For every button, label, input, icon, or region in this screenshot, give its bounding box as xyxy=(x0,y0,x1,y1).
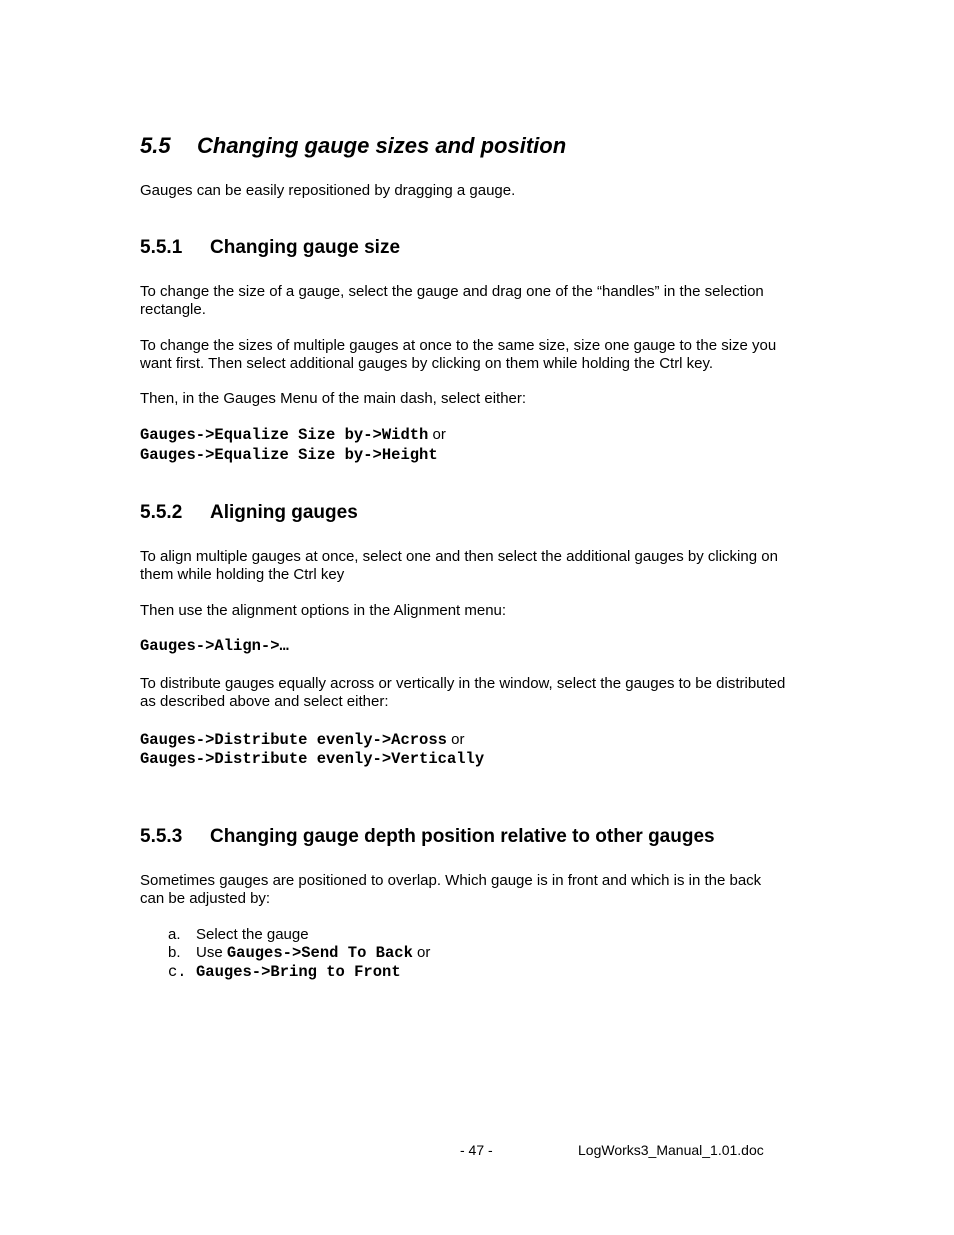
section-title: Aligning gauges xyxy=(210,502,358,523)
paragraph xyxy=(140,872,761,908)
section-number: 5.5.1 xyxy=(140,237,183,258)
menu-path-line xyxy=(140,446,438,464)
menu-path-line xyxy=(140,637,289,655)
paragraph-line: can be adjusted by: xyxy=(140,890,271,907)
section-title: Changing gauge depth position relative to other gauges xyxy=(210,826,715,847)
section-number: 5.5.2 xyxy=(140,502,183,523)
paragraph: Then use the alignment options in the Alignment menu: xyxy=(140,602,507,619)
section-heading-5-5-3 xyxy=(140,826,715,848)
menu-path: Gauges->Equalize Size by->Width xyxy=(140,426,429,444)
menu-path: Gauges->Align->… xyxy=(140,637,289,655)
menu-path: Gauges->Distribute evenly->Across xyxy=(140,731,447,749)
paragraph-line: want first. Then select additional gauges by clicking on them while holding the Ctrl key. xyxy=(140,355,714,372)
list-item-text: Select the gauge xyxy=(196,926,309,943)
section-number: 5.5.3 xyxy=(140,826,183,847)
paragraph-line: rectangle. xyxy=(140,301,206,318)
section-number: 5.5 xyxy=(140,133,171,158)
menu-path: Gauges->Bring to Front xyxy=(196,963,401,981)
page-number: - 47 - xyxy=(460,1142,493,1158)
list-item-prefix: Use xyxy=(196,944,227,961)
or-text: or xyxy=(412,944,431,961)
section-heading-5-5-1 xyxy=(140,237,400,259)
paragraph-line: them while holding the Ctrl key xyxy=(140,566,345,583)
section-title: Changing gauge size xyxy=(210,237,401,258)
or-text: or xyxy=(446,731,465,748)
paragraph xyxy=(140,675,785,711)
section-intro: Gauges can be easily repositioned by dragging a gauge. xyxy=(140,182,516,199)
paragraph xyxy=(140,548,778,584)
document-filename: LogWorks3_Manual_1.01.doc xyxy=(578,1142,764,1158)
paragraph xyxy=(140,283,764,319)
menu-path-line xyxy=(140,426,446,444)
list-marker: a. xyxy=(168,926,181,943)
or-text: or xyxy=(428,426,446,443)
paragraph-line: To change the sizes of multiple gauges at once to the same size, size one gauge to the size you xyxy=(140,337,777,354)
menu-path-line xyxy=(140,750,484,768)
paragraph-line: Sometimes gauges are positioned to overlap. Which gauge is in front and which is in the back xyxy=(140,872,762,889)
paragraph-line: To change the size of a gauge, select the gauge and drag one of the “handles” in the selection xyxy=(140,283,764,300)
list-item xyxy=(168,944,430,962)
menu-path: Gauges->Distribute evenly->Vertically xyxy=(140,750,485,768)
paragraph-line: To distribute gauges equally across or vertically in the window, select the gauges to be distributed xyxy=(140,675,786,692)
list-marker: c. xyxy=(168,963,187,981)
section-title: Changing gauge sizes and position xyxy=(197,133,567,158)
section-heading-5-5 xyxy=(140,133,566,159)
paragraph: Then, in the Gauges Menu of the main dash, select either: xyxy=(140,390,527,407)
paragraph xyxy=(140,337,776,373)
menu-path-line xyxy=(140,731,464,749)
section-heading-5-5-2 xyxy=(140,502,358,524)
menu-path: Gauges->Send To Back xyxy=(226,944,413,962)
list-marker: b. xyxy=(168,944,181,961)
list-item xyxy=(168,926,309,944)
list-item xyxy=(168,963,401,981)
paragraph-line: To align multiple gauges at once, select one and then select the additional gauges by clicking on xyxy=(140,548,778,565)
paragraph-line: as described above and select either: xyxy=(140,693,389,710)
menu-path: Gauges->Equalize Size by->Height xyxy=(140,446,438,464)
